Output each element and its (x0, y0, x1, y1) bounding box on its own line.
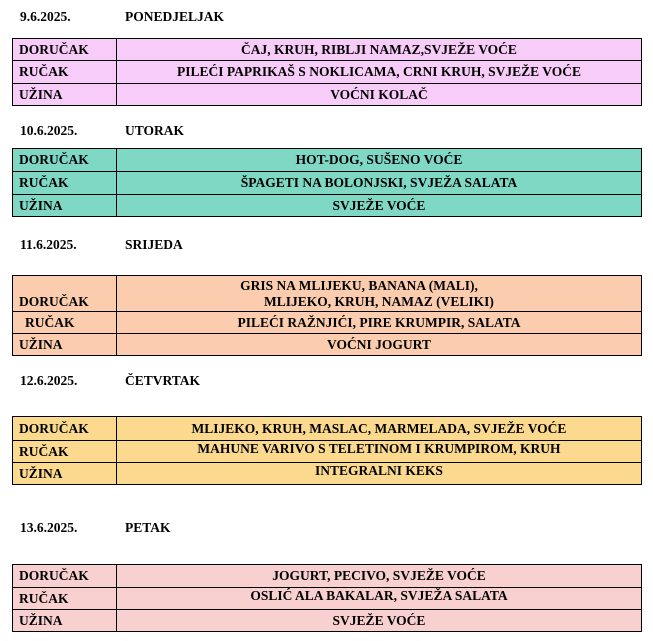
menu-table-monday (12, 38, 642, 106)
meal-label: UŽINA (13, 334, 117, 356)
meal-value: ŠPAGETI NA BOLONJSKI, SVJEŽA SALATA (117, 172, 642, 195)
day-date: 10.6.2025. (20, 123, 78, 138)
day-name: PETAK (125, 520, 171, 535)
meal-row-snack (13, 84, 642, 106)
meal-row-snack (13, 334, 642, 356)
meal-value-text: MAHUNE VARIVO S TELETINOM I KRUMPIROM, KRUH (197, 440, 561, 456)
meal-row-breakfast (13, 276, 642, 312)
meal-row-lunch (13, 441, 642, 463)
meal-value: VOĆNI KOLAČ (117, 84, 642, 106)
meal-label: DORUČAK (13, 39, 117, 61)
day-date: 12.6.2025. (20, 373, 78, 388)
meal-value: ČAJ, KRUH, RIBLJI NAMAZ,SVJEŽE VOĆE (117, 39, 642, 61)
meal-value: VOĆNI JOGURT (117, 334, 642, 356)
meal-row-lunch (13, 172, 642, 195)
meal-value: SVJEŽE VOĆE (117, 610, 642, 632)
day-name: PONEDJELJAK (125, 9, 225, 24)
meal-label: RUČAK (13, 172, 117, 195)
day-header-monday (0, 9, 653, 29)
meal-label: UŽINA (13, 610, 117, 632)
day-header-friday (0, 520, 653, 540)
day-name: ČETVRTAK (125, 373, 201, 388)
meal-row-lunch (13, 312, 642, 334)
meal-value: SVJEŽE VOĆE (117, 195, 642, 217)
day-name: UTORAK (125, 123, 185, 138)
day-date: 11.6.2025. (20, 237, 77, 252)
menu-table-tuesday (12, 148, 642, 217)
meal-value-text: INTEGRALNI KEKS (315, 462, 443, 478)
day-date: 9.6.2025. (20, 9, 71, 24)
meal-row-breakfast (13, 149, 642, 172)
meal-value-text: OSLIĆ ALA BAKALAR, SVJEŽA SALATA (250, 587, 508, 603)
meal-value-line-2: MLIJEKO, KRUH, NAMAZ (VELIKI) (264, 293, 494, 309)
meal-label: RUČAK (13, 441, 117, 463)
meal-label: RUČAK (13, 312, 117, 334)
meal-value: PILEĆI RAŽNJIĆI, PIRE KRUMPIR, SALATA (117, 312, 642, 334)
meal-row-breakfast (13, 39, 642, 61)
menu-table-friday (12, 564, 642, 632)
menu-table-thursday (12, 416, 642, 485)
meal-label: DORUČAK (13, 417, 117, 441)
meal-value: PILEĆI PAPRIKAŠ S NOKLICAMA, CRNI KRUH, SVJEŽE VOĆE (117, 61, 642, 84)
meal-label: UŽINA (13, 463, 117, 485)
day-name: SRIJEDA (125, 237, 183, 252)
meal-row-breakfast (13, 565, 642, 588)
meal-row-lunch (13, 588, 642, 610)
meal-row-lunch (13, 61, 642, 84)
meal-label: RUČAK (13, 61, 117, 84)
meal-label: UŽINA (13, 84, 117, 106)
day-date: 13.6.2025. (20, 520, 78, 535)
meal-label: UŽINA (13, 195, 117, 217)
meal-row-snack (13, 463, 642, 485)
meal-value (117, 276, 642, 312)
meal-label: DORUČAK (13, 276, 117, 312)
menu-table-wednesday (12, 275, 642, 356)
meal-value: HOT-DOG, SUŠENO VOĆE (117, 149, 642, 172)
meal-value: MLIJEKO, KRUH, MASLAC, MARMELADA, SVJEŽE VOĆE (117, 417, 642, 441)
day-header-wednesday (0, 237, 653, 257)
meal-value (117, 441, 642, 463)
meal-label: RUČAK (13, 588, 117, 610)
meal-row-snack (13, 195, 642, 217)
meal-value (117, 588, 642, 610)
meal-label: DORUČAK (13, 565, 117, 588)
meal-value: JOGURT, PECIVO, SVJEŽE VOĆE (117, 565, 642, 588)
meal-label: DORUČAK (13, 149, 117, 172)
day-header-thursday (0, 373, 653, 393)
meal-value (117, 463, 642, 485)
meal-row-breakfast (13, 417, 642, 441)
day-header-tuesday (0, 123, 653, 143)
meal-row-snack (13, 610, 642, 632)
meal-value-line-1: GRIS NA MLIJEKU, BANANA (MALI), (240, 277, 478, 293)
